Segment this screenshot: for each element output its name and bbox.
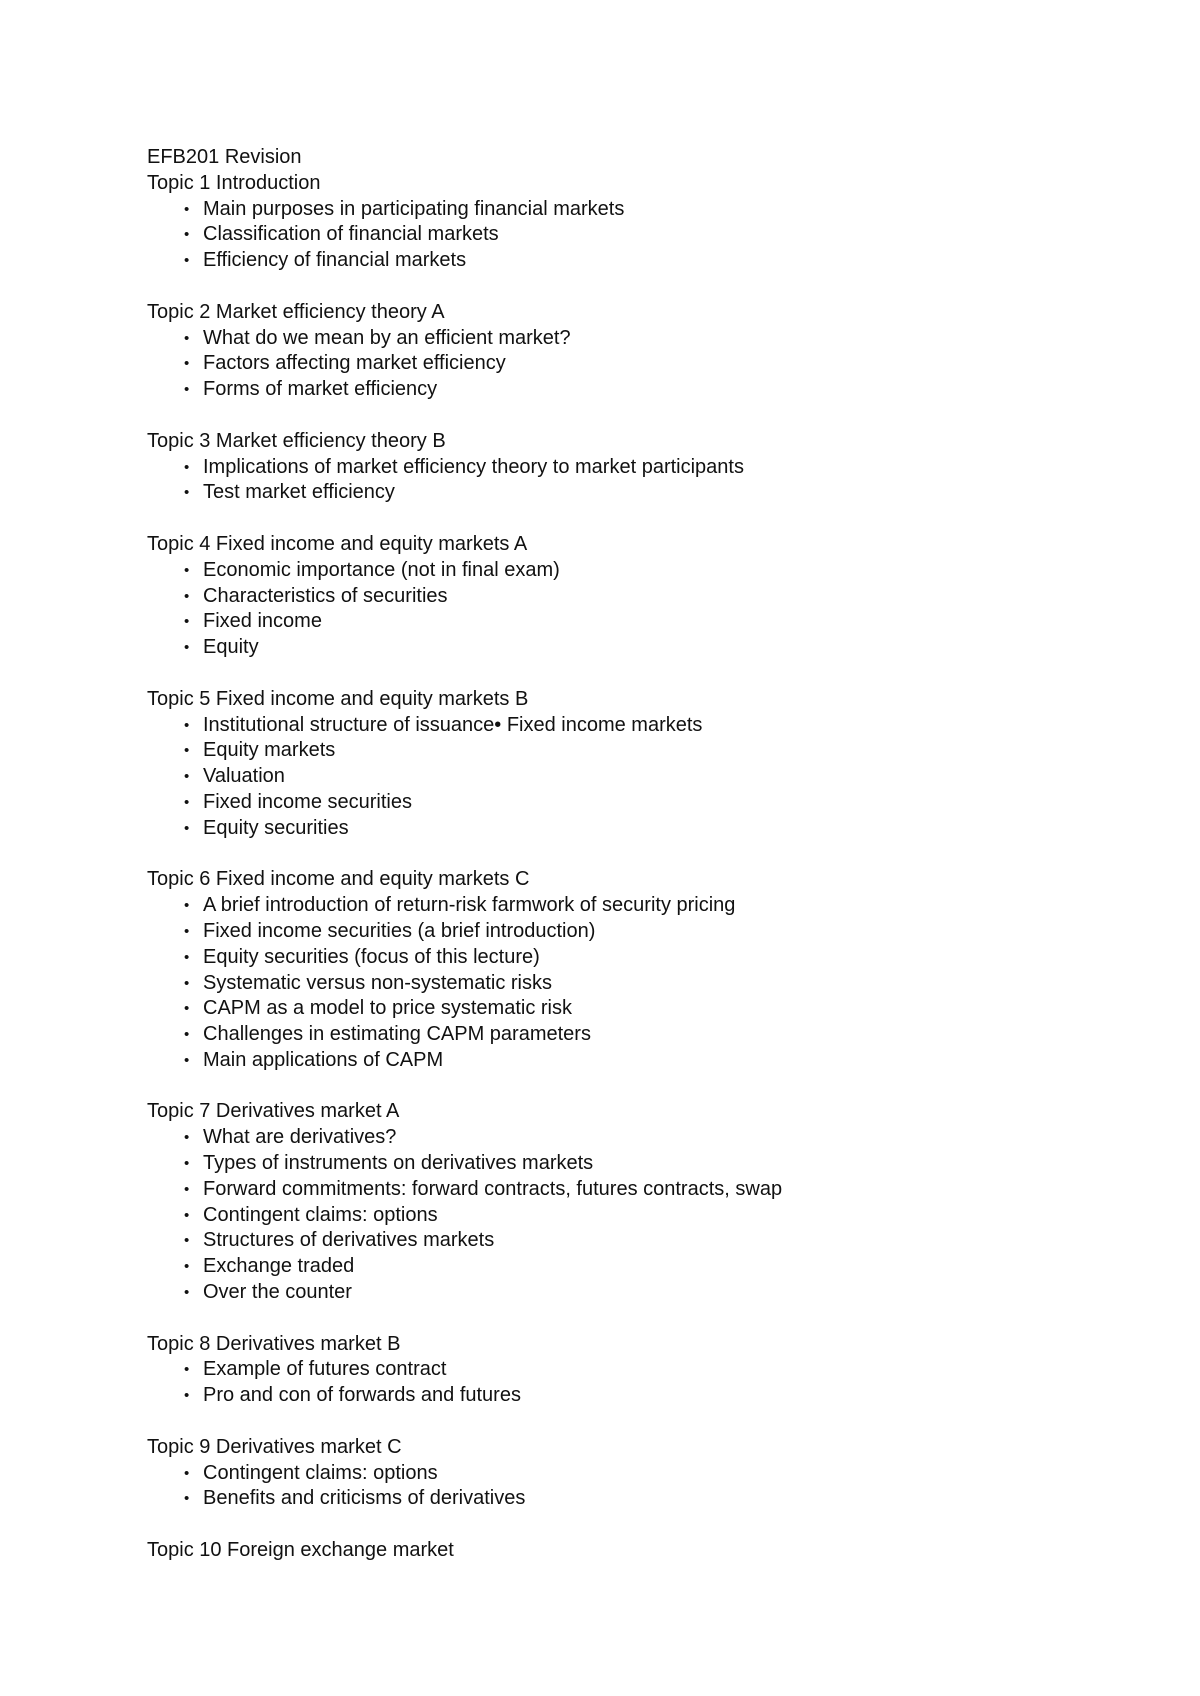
bullet-icon: • (184, 381, 190, 399)
list-item (147, 609, 1147, 635)
topic-bullet-list (147, 1125, 1147, 1306)
list-item (147, 1228, 1147, 1254)
topic-bullet-list (147, 455, 1147, 507)
list-item-text: Forward commitments: forward contracts, futures contracts, swap (203, 1177, 783, 1200)
topic-bullet-list (147, 326, 1147, 403)
bullet-icon: • (184, 613, 190, 631)
list-item (147, 635, 1147, 661)
bullet-icon: • (184, 252, 190, 270)
bullet-icon: • (184, 226, 190, 244)
topic-heading: Topic 10 Foreign exchange market (147, 1539, 454, 1562)
bullet-icon: • (184, 1155, 190, 1173)
bullet-icon: • (184, 484, 190, 502)
list-item (147, 558, 1147, 584)
list-item (147, 919, 1147, 945)
list-item-text: Valuation (203, 765, 285, 788)
topic-heading: Topic 7 Derivatives market A (147, 1100, 400, 1123)
list-item-text: Test market efficiency (203, 481, 395, 504)
list-item-text: What do we mean by an efficient market? (203, 326, 571, 349)
list-item-text: Example of futures contract (203, 1358, 447, 1381)
list-item (147, 1486, 1147, 1512)
list-item (147, 713, 1147, 739)
list-item (147, 816, 1147, 842)
list-item-text: Structures of derivatives markets (203, 1229, 495, 1252)
list-item-text: CAPM as a model to price systematic risk (203, 997, 572, 1020)
list-item-text: Over the counter (203, 1281, 352, 1304)
topic-section (147, 429, 1147, 506)
list-item-text: Characteristics of securities (203, 584, 448, 607)
list-item-text: Classification of financial markets (203, 223, 499, 246)
bullet-icon: • (184, 1361, 190, 1379)
list-item (147, 326, 1147, 352)
topic-heading: Topic 8 Derivatives market B (147, 1332, 401, 1355)
bullet-icon: • (184, 897, 190, 915)
list-item-text: Benefits and criticisms of derivatives (203, 1487, 526, 1510)
topic-heading: Topic 3 Market efficiency theory B (147, 429, 446, 452)
bullet-icon: • (184, 458, 190, 476)
bullet-icon: • (184, 1026, 190, 1044)
topic-section (147, 1332, 1147, 1409)
bullet-icon: • (184, 819, 190, 837)
topic-section (147, 171, 1147, 274)
list-item-text: Forms of market efficiency (203, 378, 438, 401)
list-item (147, 1177, 1147, 1203)
bullet-icon: • (184, 1180, 190, 1198)
list-item (147, 1022, 1147, 1048)
list-item (147, 790, 1147, 816)
list-item (147, 1357, 1147, 1383)
bullet-icon: • (184, 1258, 190, 1276)
list-item (147, 351, 1147, 377)
topic-bullet-list (147, 197, 1147, 274)
topic-heading: Topic 5 Fixed income and equity markets B (147, 687, 529, 710)
list-item (147, 480, 1147, 506)
bullet-icon: • (184, 1232, 190, 1250)
topic-bullet-list (147, 893, 1147, 1074)
document-title: EFB201 Revision (147, 146, 302, 168)
topic-bullet-list (147, 1357, 1147, 1409)
bullet-icon: • (184, 922, 190, 940)
bullet-icon: • (184, 793, 190, 811)
list-item-text: Institutional structure of issuance• Fixed income markets (203, 713, 703, 736)
topic-list (147, 171, 1147, 1564)
list-item (147, 197, 1147, 223)
list-item-text: Pro and con of forwards and futures (203, 1384, 521, 1407)
list-item-text: Fixed income (203, 610, 322, 633)
bullet-icon: • (184, 948, 190, 966)
list-item-text: Factors affecting market efficiency (203, 352, 506, 375)
bullet-icon: • (184, 355, 190, 373)
list-item-text: Systematic versus non-systematic risks (203, 971, 552, 994)
list-item (147, 222, 1147, 248)
bullet-icon: • (184, 1284, 190, 1302)
bullet-icon: • (184, 768, 190, 786)
list-item (147, 971, 1147, 997)
list-item-text: Challenges in estimating CAPM parameters (203, 1023, 591, 1046)
list-item (147, 1280, 1147, 1306)
topic-section (147, 1435, 1147, 1512)
list-item-text: Equity securities (focus of this lecture) (203, 945, 540, 968)
bullet-icon: • (184, 742, 190, 760)
list-item (147, 1383, 1147, 1409)
list-item (147, 377, 1147, 403)
list-item-text: Contingent claims: options (203, 1461, 438, 1484)
list-item-text: Contingent claims: options (203, 1203, 438, 1226)
list-item-text: Fixed income securities (203, 790, 412, 813)
list-item (147, 1203, 1147, 1229)
list-item (147, 1254, 1147, 1280)
topic-bullet-list (147, 558, 1147, 661)
list-item (147, 584, 1147, 610)
bullet-icon: • (184, 1000, 190, 1018)
list-item (147, 1461, 1147, 1487)
topic-section (147, 532, 1147, 661)
list-item-text: Economic importance (not in final exam) (203, 558, 560, 581)
list-item-text: Exchange traded (203, 1255, 355, 1278)
list-item-text: What are derivatives? (203, 1126, 397, 1149)
topic-heading: Topic 6 Fixed income and equity markets C (147, 868, 530, 891)
topic-heading: Topic 4 Fixed income and equity markets A (147, 532, 528, 555)
list-item-text: Equity securities (203, 816, 349, 839)
bullet-icon: • (184, 1051, 190, 1069)
list-item-text: Main purposes in participating financial markets (203, 197, 625, 220)
topic-heading: Topic 1 Introduction (147, 171, 321, 194)
list-item-text: Types of instruments on derivatives markets (203, 1152, 594, 1175)
bullet-icon: • (184, 639, 190, 657)
list-item (147, 248, 1147, 274)
list-item-text: Equity markets (203, 739, 336, 762)
topic-heading: Topic 2 Market efficiency theory A (147, 300, 445, 323)
bullet-icon: • (184, 1206, 190, 1224)
list-item (147, 1151, 1147, 1177)
topic-section (147, 1099, 1147, 1305)
topic-heading: Topic 9 Derivatives market C (147, 1435, 402, 1458)
list-item-text: Equity (203, 636, 259, 659)
bullet-icon: • (184, 329, 190, 347)
list-item-text: Implications of market efficiency theory to market participants (203, 455, 744, 478)
list-item (147, 455, 1147, 481)
topic-section (147, 1538, 1147, 1564)
bullet-icon: • (184, 200, 190, 218)
topic-section (147, 867, 1147, 1073)
topic-bullet-list (147, 713, 1147, 842)
list-item (147, 945, 1147, 971)
bullet-icon: • (184, 1490, 190, 1508)
list-item (147, 738, 1147, 764)
list-item-text: A brief introduction of return-risk farmwork of security pricing (203, 894, 736, 917)
list-item (147, 1048, 1147, 1074)
list-item-text: Fixed income securities (a brief introduction) (203, 919, 596, 942)
bullet-icon: • (184, 1129, 190, 1147)
bullet-icon: • (184, 974, 190, 992)
bullet-icon: • (184, 716, 190, 734)
list-item-text: Efficiency of financial markets (203, 249, 467, 272)
list-item (147, 764, 1147, 790)
topic-section (147, 300, 1147, 403)
document-page (147, 145, 1147, 1564)
bullet-icon: • (184, 1464, 190, 1482)
bullet-icon: • (184, 1387, 190, 1405)
list-item (147, 996, 1147, 1022)
list-item (147, 893, 1147, 919)
bullet-icon: • (184, 561, 190, 579)
topic-section (147, 687, 1147, 842)
list-item (147, 1125, 1147, 1151)
bullet-icon: • (184, 587, 190, 605)
topic-bullet-list (147, 1461, 1147, 1513)
list-item-text: Main applications of CAPM (203, 1048, 444, 1071)
